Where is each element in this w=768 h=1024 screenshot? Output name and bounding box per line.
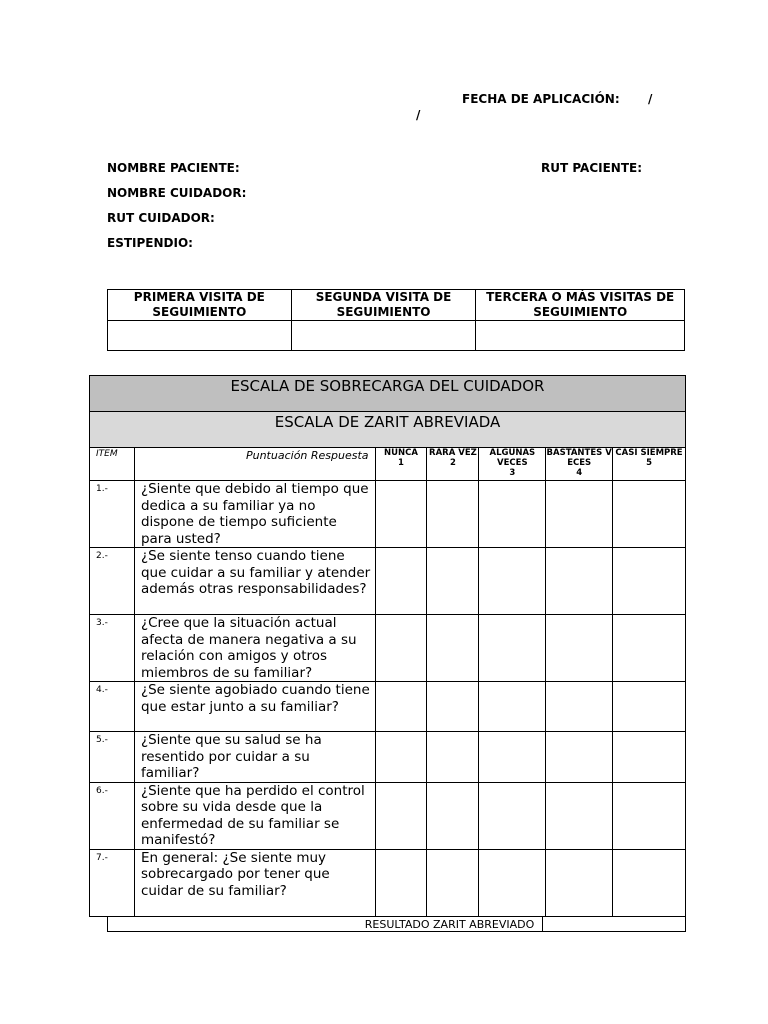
response-column-header: Puntuación Respuesta	[134, 448, 375, 481]
answer-cell[interactable]	[613, 732, 686, 783]
answer-cell[interactable]	[375, 782, 427, 849]
fecha-aplicacion-label: FECHA DE APLICACIÓN:	[462, 92, 620, 106]
answer-cell[interactable]	[479, 481, 546, 548]
option-value: 3	[509, 468, 516, 478]
nombre-cuidador-label: NOMBRE CUIDADOR:	[107, 186, 247, 200]
item-column-header: ITEM	[90, 448, 135, 481]
question-text: ¿Cree que la situación actual afecta de manera negativa a su relación con amigos y otros miembros de su familiar?	[134, 615, 375, 682]
question-text: ¿Siente que su salud se ha resentido por cuidar a su familiar?	[134, 732, 375, 783]
answer-cell[interactable]	[546, 732, 613, 783]
answer-cell[interactable]	[613, 481, 686, 548]
fecha-separator: /	[648, 92, 653, 106]
option-header-casi-siempre	[613, 448, 686, 481]
answer-cell[interactable]	[375, 682, 427, 732]
question-row	[90, 615, 686, 682]
scale-subtitle: ESCALA DE ZARIT ABREVIADA	[90, 412, 686, 448]
result-table	[107, 916, 686, 932]
answer-cell[interactable]	[546, 682, 613, 732]
answer-cell[interactable]	[427, 481, 479, 548]
answer-cell[interactable]	[546, 615, 613, 682]
answer-cell[interactable]	[613, 682, 686, 732]
answer-cell[interactable]	[479, 782, 546, 849]
question-row	[90, 548, 686, 615]
visit-header-primera: PRIMERA VISITA DE SEGUIMIENTO	[108, 290, 292, 321]
question-text: ¿Siente que ha perdido el control sobre su vida desde que la enfermedad de su familiar se manifestó?	[134, 782, 375, 849]
question-text: En general: ¿Se siente muy sobrecargado por tener que cuidar de su familiar?	[134, 849, 375, 916]
option-header-nunca	[375, 448, 427, 481]
rut-cuidador-label: RUT CUIDADOR:	[107, 211, 215, 225]
question-text: ¿Se siente agobiado cuando tiene que estar junto a su familiar?	[134, 682, 375, 732]
question-number: 7.-	[90, 849, 135, 916]
answer-cell[interactable]	[546, 782, 613, 849]
question-number: 3.-	[90, 615, 135, 682]
answer-cell[interactable]	[427, 548, 479, 615]
option-value: 4	[576, 468, 583, 478]
question-row	[90, 782, 686, 849]
answer-cell[interactable]	[479, 682, 546, 732]
answer-cell[interactable]	[546, 849, 613, 916]
question-text: ¿Se siente tenso cuando tiene que cuidar a su familiar y atender además otras responsabilidades?	[134, 548, 375, 615]
option-value: 5	[646, 458, 652, 468]
question-number: 4.-	[90, 682, 135, 732]
question-text: ¿Siente que debido al tiempo que dedica a su familiar ya no dispone de tiempo suficiente para usted?	[134, 481, 375, 548]
question-row	[90, 849, 686, 916]
visit-header-tercera: TERCERA O MÁS VISITAS DE SEGUIMIENTO	[476, 290, 685, 321]
visit-cell-tercera[interactable]	[476, 321, 685, 351]
answer-cell[interactable]	[479, 548, 546, 615]
answer-cell[interactable]	[613, 782, 686, 849]
visits-table	[107, 289, 685, 351]
question-number: 2.-	[90, 548, 135, 615]
question-number: 1.-	[90, 481, 135, 548]
zarit-scale-table	[89, 375, 686, 917]
question-row	[90, 481, 686, 548]
option-header-rara-vez	[427, 448, 479, 481]
option-label: RARA VEZ	[429, 448, 477, 458]
option-label: BASTANTES VECES	[546, 448, 612, 468]
answer-cell[interactable]	[427, 782, 479, 849]
answer-cell[interactable]	[479, 849, 546, 916]
visit-cell-segunda[interactable]	[291, 321, 476, 351]
result-value-cell[interactable]	[543, 917, 686, 932]
option-value: 1	[398, 458, 404, 468]
question-row	[90, 732, 686, 783]
scale-title: ESCALA DE SOBRECARGA DEL CUIDADOR	[90, 376, 686, 412]
result-label: RESULTADO ZARIT ABREVIADO	[108, 917, 543, 932]
question-row	[90, 682, 686, 732]
answer-cell[interactable]	[375, 481, 427, 548]
answer-cell[interactable]	[613, 615, 686, 682]
answer-cell[interactable]	[546, 548, 613, 615]
answer-cell[interactable]	[613, 849, 686, 916]
question-number: 5.-	[90, 732, 135, 783]
nombre-paciente-label: NOMBRE PACIENTE:	[107, 161, 240, 175]
answer-cell[interactable]	[479, 732, 546, 783]
answer-cell[interactable]	[375, 615, 427, 682]
answer-cell[interactable]	[427, 615, 479, 682]
rut-paciente-label: RUT PACIENTE:	[541, 161, 643, 175]
answer-cell[interactable]	[546, 481, 613, 548]
option-label: ALGUNAS VECES	[489, 448, 536, 468]
answer-cell[interactable]	[375, 732, 427, 783]
option-label: NUNCA	[384, 448, 418, 458]
visit-header-segunda: SEGUNDA VISITA DE SEGUIMIENTO	[291, 290, 476, 321]
answer-cell[interactable]	[375, 849, 427, 916]
visit-cell-primera[interactable]	[108, 321, 292, 351]
answer-cell[interactable]	[479, 615, 546, 682]
option-header-bastantes-veces	[546, 448, 613, 481]
estipendio-label: ESTIPENDIO:	[107, 236, 193, 250]
option-header-algunas-veces	[479, 448, 546, 481]
answer-cell[interactable]	[427, 682, 479, 732]
answer-cell[interactable]	[427, 732, 479, 783]
question-number: 6.-	[90, 782, 135, 849]
option-label: CASI SIEMPRE	[615, 448, 683, 458]
answer-cell[interactable]	[427, 849, 479, 916]
answer-cell[interactable]	[613, 548, 686, 615]
option-value: 2	[449, 458, 456, 468]
answer-cell[interactable]	[375, 548, 427, 615]
fecha-separator: /	[416, 108, 421, 122]
